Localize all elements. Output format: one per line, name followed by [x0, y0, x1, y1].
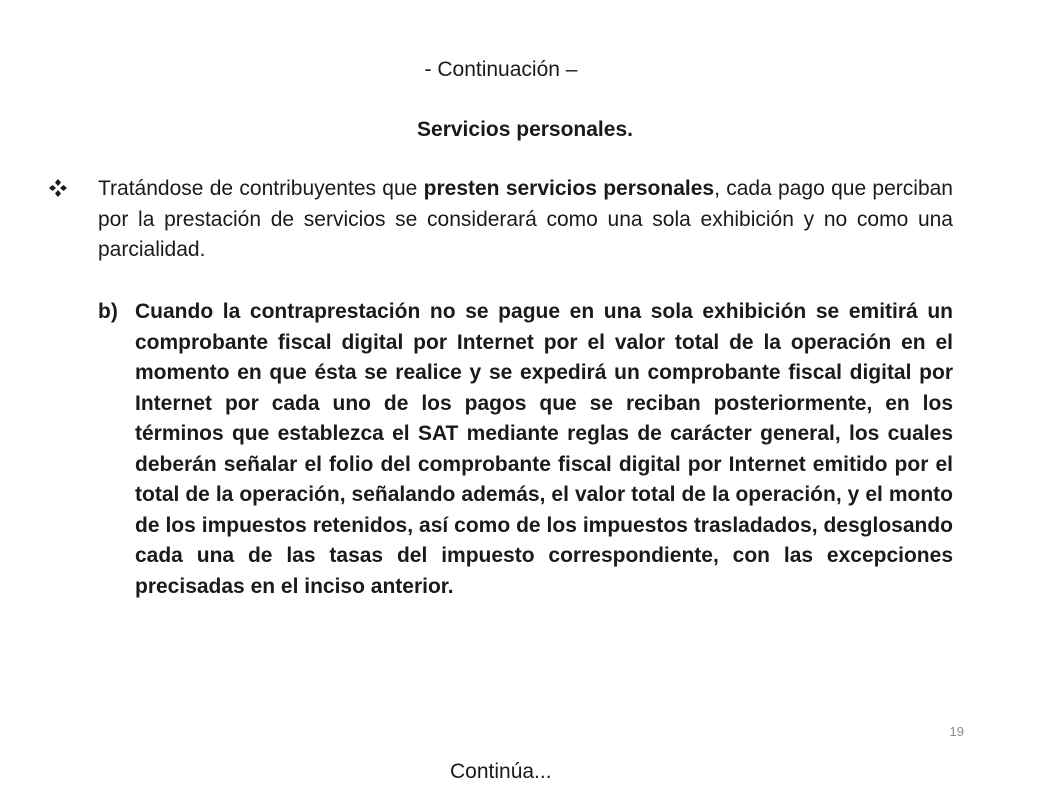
bullet-text-bold: presten servicios personales	[423, 177, 715, 200]
bullet-text-after: , cada pago que perciban por la prestación de servicios se considerará como una sola exhibición y no como una parcialidad.	[98, 177, 953, 261]
four-diamond-bullet-icon	[48, 178, 68, 198]
continua-label: Continúa...	[450, 760, 552, 783]
list-item-text: Cuando la contraprestación no se pague en una sola exhibición se emitirá un comprobante fiscal digital por Internet por el valor total de la operación en el momento en que ésta se realice y se expedirá un comprobante fiscal digital por Internet por cada uno de los pagos que se reciban posteriormente, en los términos que establezca el SAT mediante reglas de carácter general, los cuales deberán señalar el folio del comprobante fiscal digital por Internet emitido por el total de la operación, señalando además, el valor total de la operación, y el monto de los impuestos retenidos, así como de los impuestos trasladados, desglosando cada una de las tasas del impuesto correspondiente, con las excepciones precisadas en el inciso anterior.	[135, 300, 953, 598]
continuation-heading: - Continuación –	[424, 58, 578, 81]
page-number: 19	[949, 724, 964, 739]
bullet-text-before: Tratándose de contribuyentes que	[98, 177, 424, 200]
list-item-b	[98, 297, 953, 602]
bullet-paragraph	[98, 174, 953, 266]
list-item-label: b)	[98, 300, 118, 323]
section-title: Servicios personales.	[417, 118, 633, 141]
